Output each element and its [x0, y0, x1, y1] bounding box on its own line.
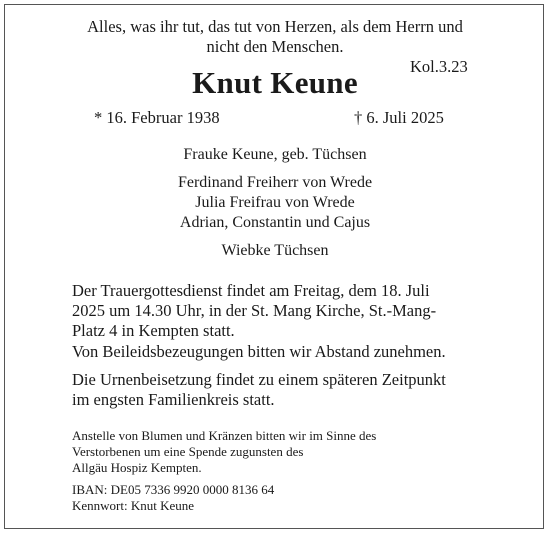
mourner-name: Ferdinand Freiherr von Wrede	[177, 174, 373, 191]
service-text-line: 2025 um 14.30 Uhr, in der St. Mang Kirche, St.-Mang-	[72, 301, 437, 320]
mourner-name: Adrian, Constantin und Cajus	[179, 214, 371, 231]
service-text-line: Der Trauergottesdienst findet am Freitag, dem 18. Juli	[72, 281, 430, 300]
mourner-name: Wiebke Tüchsen	[221, 242, 329, 259]
deceased-name: Knut Keune	[192, 65, 358, 100]
birth-date: * 16. Februar 1938	[94, 108, 220, 127]
burial-text-line: im engsten Familienkreis statt.	[72, 390, 275, 409]
death-date: † 6. Juli 2025	[354, 108, 444, 127]
service-text-line: Platz 4 in Kempten statt.	[72, 321, 235, 340]
donation-text-line: Anstelle von Blumen und Kränzen bitten wir im Sinne des	[72, 428, 377, 443]
donation-text-line: Verstorbenen um eine Spende zugunsten des	[72, 444, 304, 459]
bible-verse-line-1: Alles, was ihr tut, das tut von Herzen, als dem Herrn und	[87, 17, 463, 36]
burial-text-line: Die Urnenbeisetzung findet zu einem späteren Zeitpunkt	[72, 370, 446, 389]
donation-text-line: Allgäu Hospiz Kempten.	[72, 460, 202, 475]
bible-verse-reference: Kol.3.23	[410, 57, 468, 76]
keyword-text: Kennwort: Knut Keune	[72, 498, 195, 513]
mourner-name: Frauke Keune, geb. Tüchsen	[183, 146, 367, 163]
iban-text: IBAN: DE05 7336 9920 0000 8136 64	[72, 482, 275, 497]
mourner-name: Julia Freifrau von Wrede	[195, 194, 355, 211]
bible-verse-line-2: nicht den Menschen.	[206, 37, 344, 56]
service-text-line: Von Beileidsbezeugungen bitten wir Abstand zunehmen.	[72, 342, 446, 361]
